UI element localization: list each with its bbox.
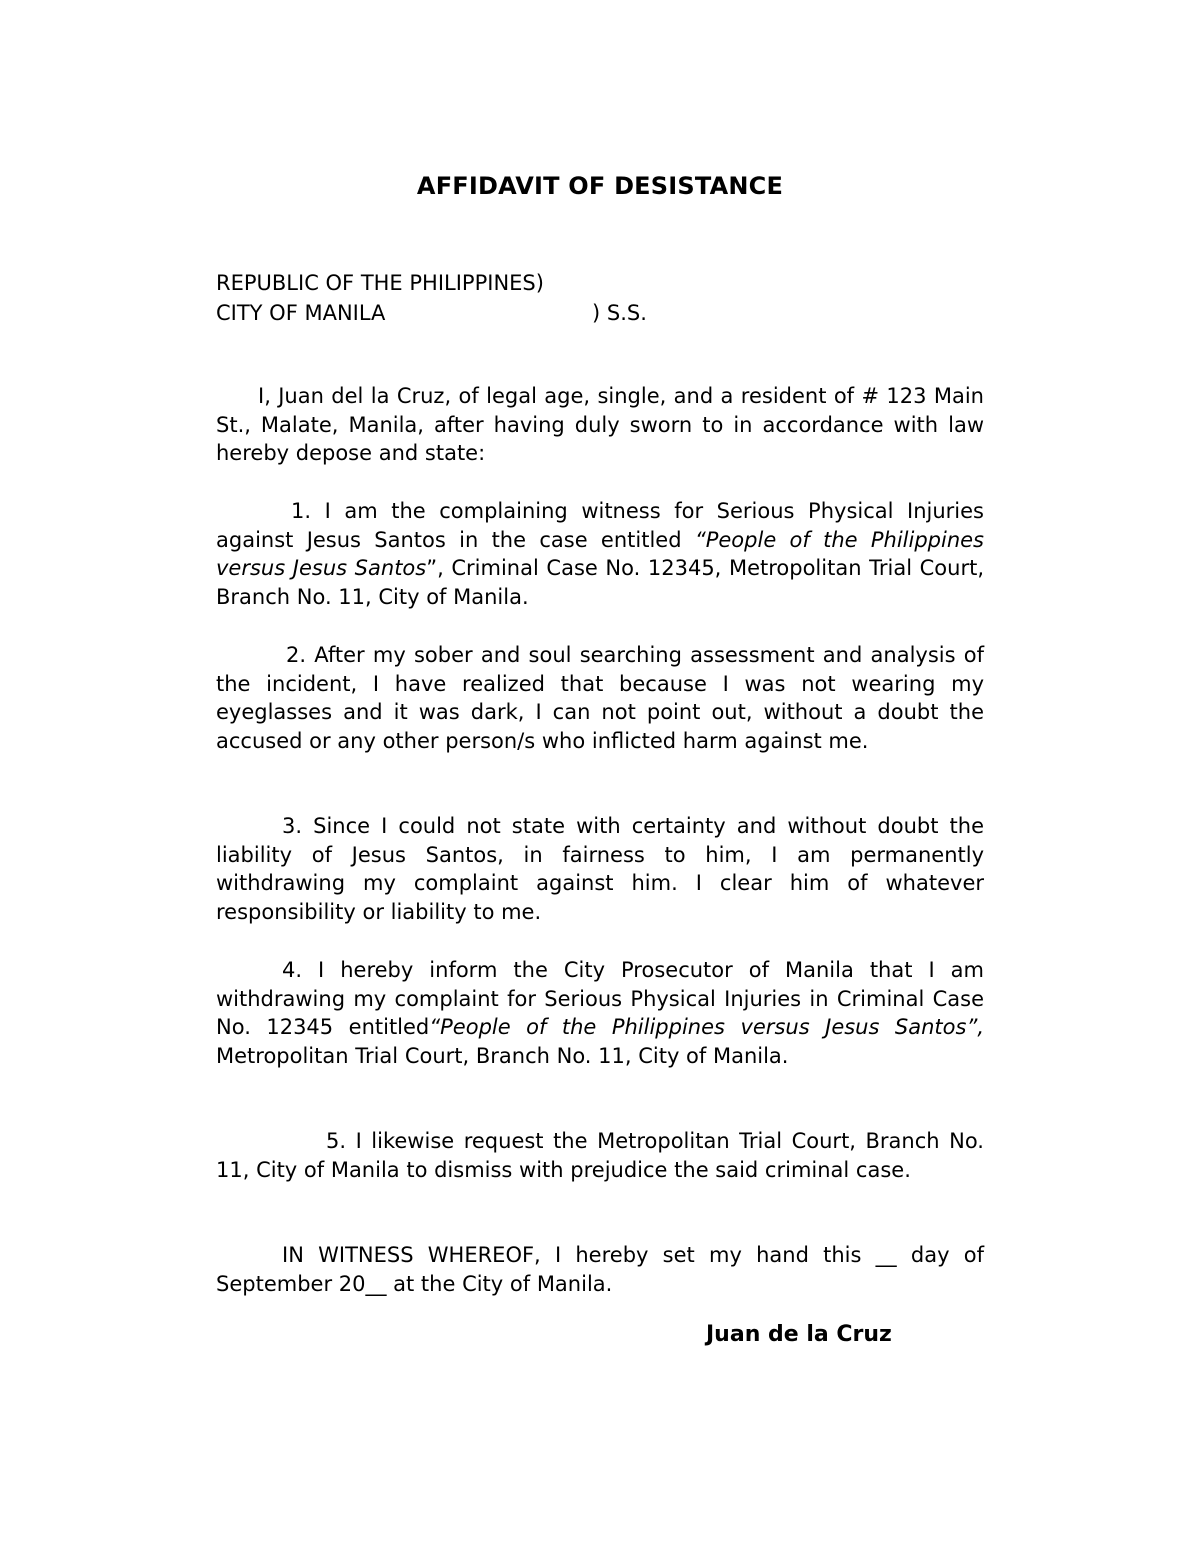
case-title-italic: “People of the Philippines versus Jesus Santos	[216, 527, 984, 581]
paragraph-1-text: 1. I am the complaining witness for Serious Physical Injuries against Jesus Santos in the case entitled	[216, 499, 984, 552]
case-title-italic-2: “People of the Philippines versus Jesus Santos”,	[429, 1015, 984, 1040]
paragraph-2-text: 2. After my sober and soul searching assessment and analysis of the incident, I have realized that because I was not wearing my eyeglasses and it was dark, I can not point out, without a doubt the accused or any other person/s who inflicted harm against me.	[216, 643, 984, 753]
paragraph-1	[216, 497, 984, 611]
venue-line-republic	[216, 268, 647, 298]
paragraph-4	[216, 956, 984, 1070]
paragraph-3-text: 3. Since I could not state with certainty and without doubt the liability of Jesus Santos, in fairness to him, I am permanently withdrawing my complaint against him. I clear him of whatever responsibility or liability to me.	[216, 814, 984, 924]
paragraph-4-tail: Metropolitan Trial Court, Branch No. 11, City of Manila.	[216, 1043, 789, 1068]
paragraph-4-text: 4. I hereby inform the City Prosecutor of Manila that I am withdrawing my complaint for Serious Physical Injuries in Criminal Case No. 12345 entitled	[216, 958, 984, 1040]
paragraph-1-tail: ”, Criminal Case No. 12345, Metropolitan Trial Court, Branch No. 11, City of Manila.	[216, 556, 985, 609]
paragraph-2	[216, 641, 984, 755]
intro-text: I, Juan del la Cruz, of legal age, single, and a resident of # 123 Main St., Malate, Manila, after having duly sworn to in accordance with law hereby depose and state:	[216, 384, 984, 466]
signature-name: Juan de la Cruz	[706, 1322, 892, 1347]
paragraph-5	[216, 1127, 984, 1184]
witness-paragraph	[216, 1241, 984, 1298]
venue-line-city	[216, 298, 647, 328]
paragraph-5-text: 5. I likewise request the Metropolitan Trial Court, Branch No. 11, City of Manila to dismiss with prejudice the said criminal case.	[216, 1129, 984, 1182]
venue-republic: REPUBLIC OF THE PHILIPPINES)	[216, 271, 544, 295]
paragraph-3	[216, 812, 984, 926]
document-title: AFFIDAVIT OF DESISTANCE	[416, 172, 784, 200]
venue-block	[216, 268, 647, 328]
witness-text: IN WITNESS WHEREOF, I hereby set my hand this __ day of September 20__ at the City of Manila.	[216, 1243, 984, 1296]
intro-paragraph	[216, 382, 984, 468]
venue-city: CITY OF MANILA	[216, 301, 386, 325]
venue-ss: ) S.S.	[592, 301, 647, 325]
